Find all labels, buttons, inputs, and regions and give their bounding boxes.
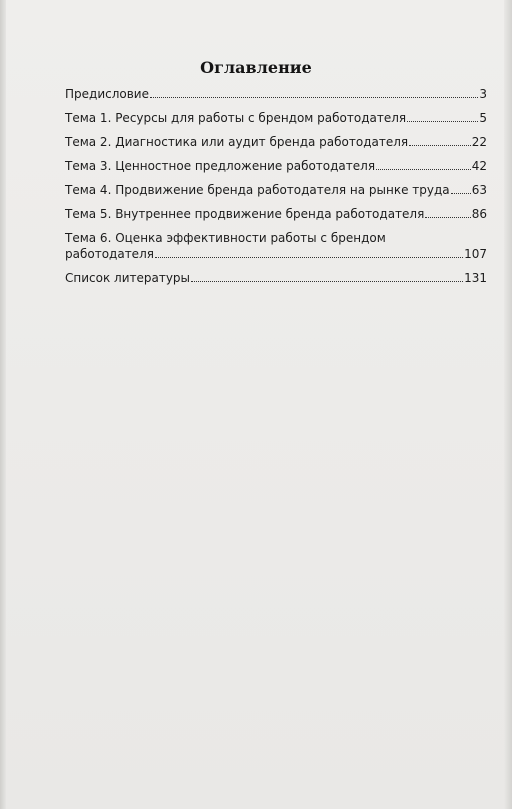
toc-entry-label: Тема 5. Внутреннее продвижение бренда работодателя: [65, 207, 425, 221]
toc-page-number: 5: [479, 111, 487, 125]
toc-entry-topic-2: [65, 134, 487, 150]
toc-leader-dots: [376, 169, 471, 170]
toc-leader-dots: [155, 257, 463, 258]
toc-entry-label: Предисловие: [65, 87, 149, 101]
toc-leader-dots: [409, 145, 471, 146]
toc-page-number: 63: [471, 183, 487, 197]
table-of-contents: [65, 86, 487, 294]
toc-entry-label: Тема 2. Диагностика или аудит бренда работодателя: [65, 135, 409, 149]
toc-leader-dots: [191, 281, 463, 282]
toc-entry-topic-5: [65, 206, 487, 222]
toc-page-number: 22: [471, 135, 487, 149]
toc-leader-dots: [407, 121, 478, 122]
toc-entry-label: Тема 3. Ценностное предложение работодателя: [65, 159, 376, 173]
toc-entry-topic-4: [65, 182, 487, 198]
page-title: Оглавление: [200, 58, 312, 77]
toc-entry-label: Тема 4. Продвижение бренда работодателя на рынке труда: [65, 183, 450, 197]
toc-page-number: 107: [464, 247, 487, 261]
page-right-edge: [504, 0, 512, 809]
toc-entry-preface: [65, 86, 487, 102]
page-left-edge: [0, 0, 6, 809]
toc-entry-bibliography: [65, 270, 487, 286]
toc-page-number: 131: [464, 271, 487, 285]
toc-leader-dots: [451, 193, 471, 194]
toc-leader-dots: [150, 97, 478, 98]
toc-entry-label: Тема 1. Ресурсы для работы с брендом работодателя: [65, 111, 407, 125]
toc-leader-dots: [425, 217, 470, 218]
toc-page-number: 42: [471, 159, 487, 173]
toc-entry-label: Список литературы: [65, 271, 191, 285]
toc-entry-label-line2: работодателя: [65, 247, 154, 261]
toc-entry-topic-3: [65, 158, 487, 174]
toc-entry-topic-6: [65, 230, 487, 262]
toc-entry-label-line1: Тема 6. Оценка эффективности работы с брендом: [65, 231, 386, 245]
toc-page-number: 3: [479, 87, 487, 101]
toc-entry-topic-1: [65, 110, 487, 126]
toc-page-number: 86: [471, 207, 487, 221]
